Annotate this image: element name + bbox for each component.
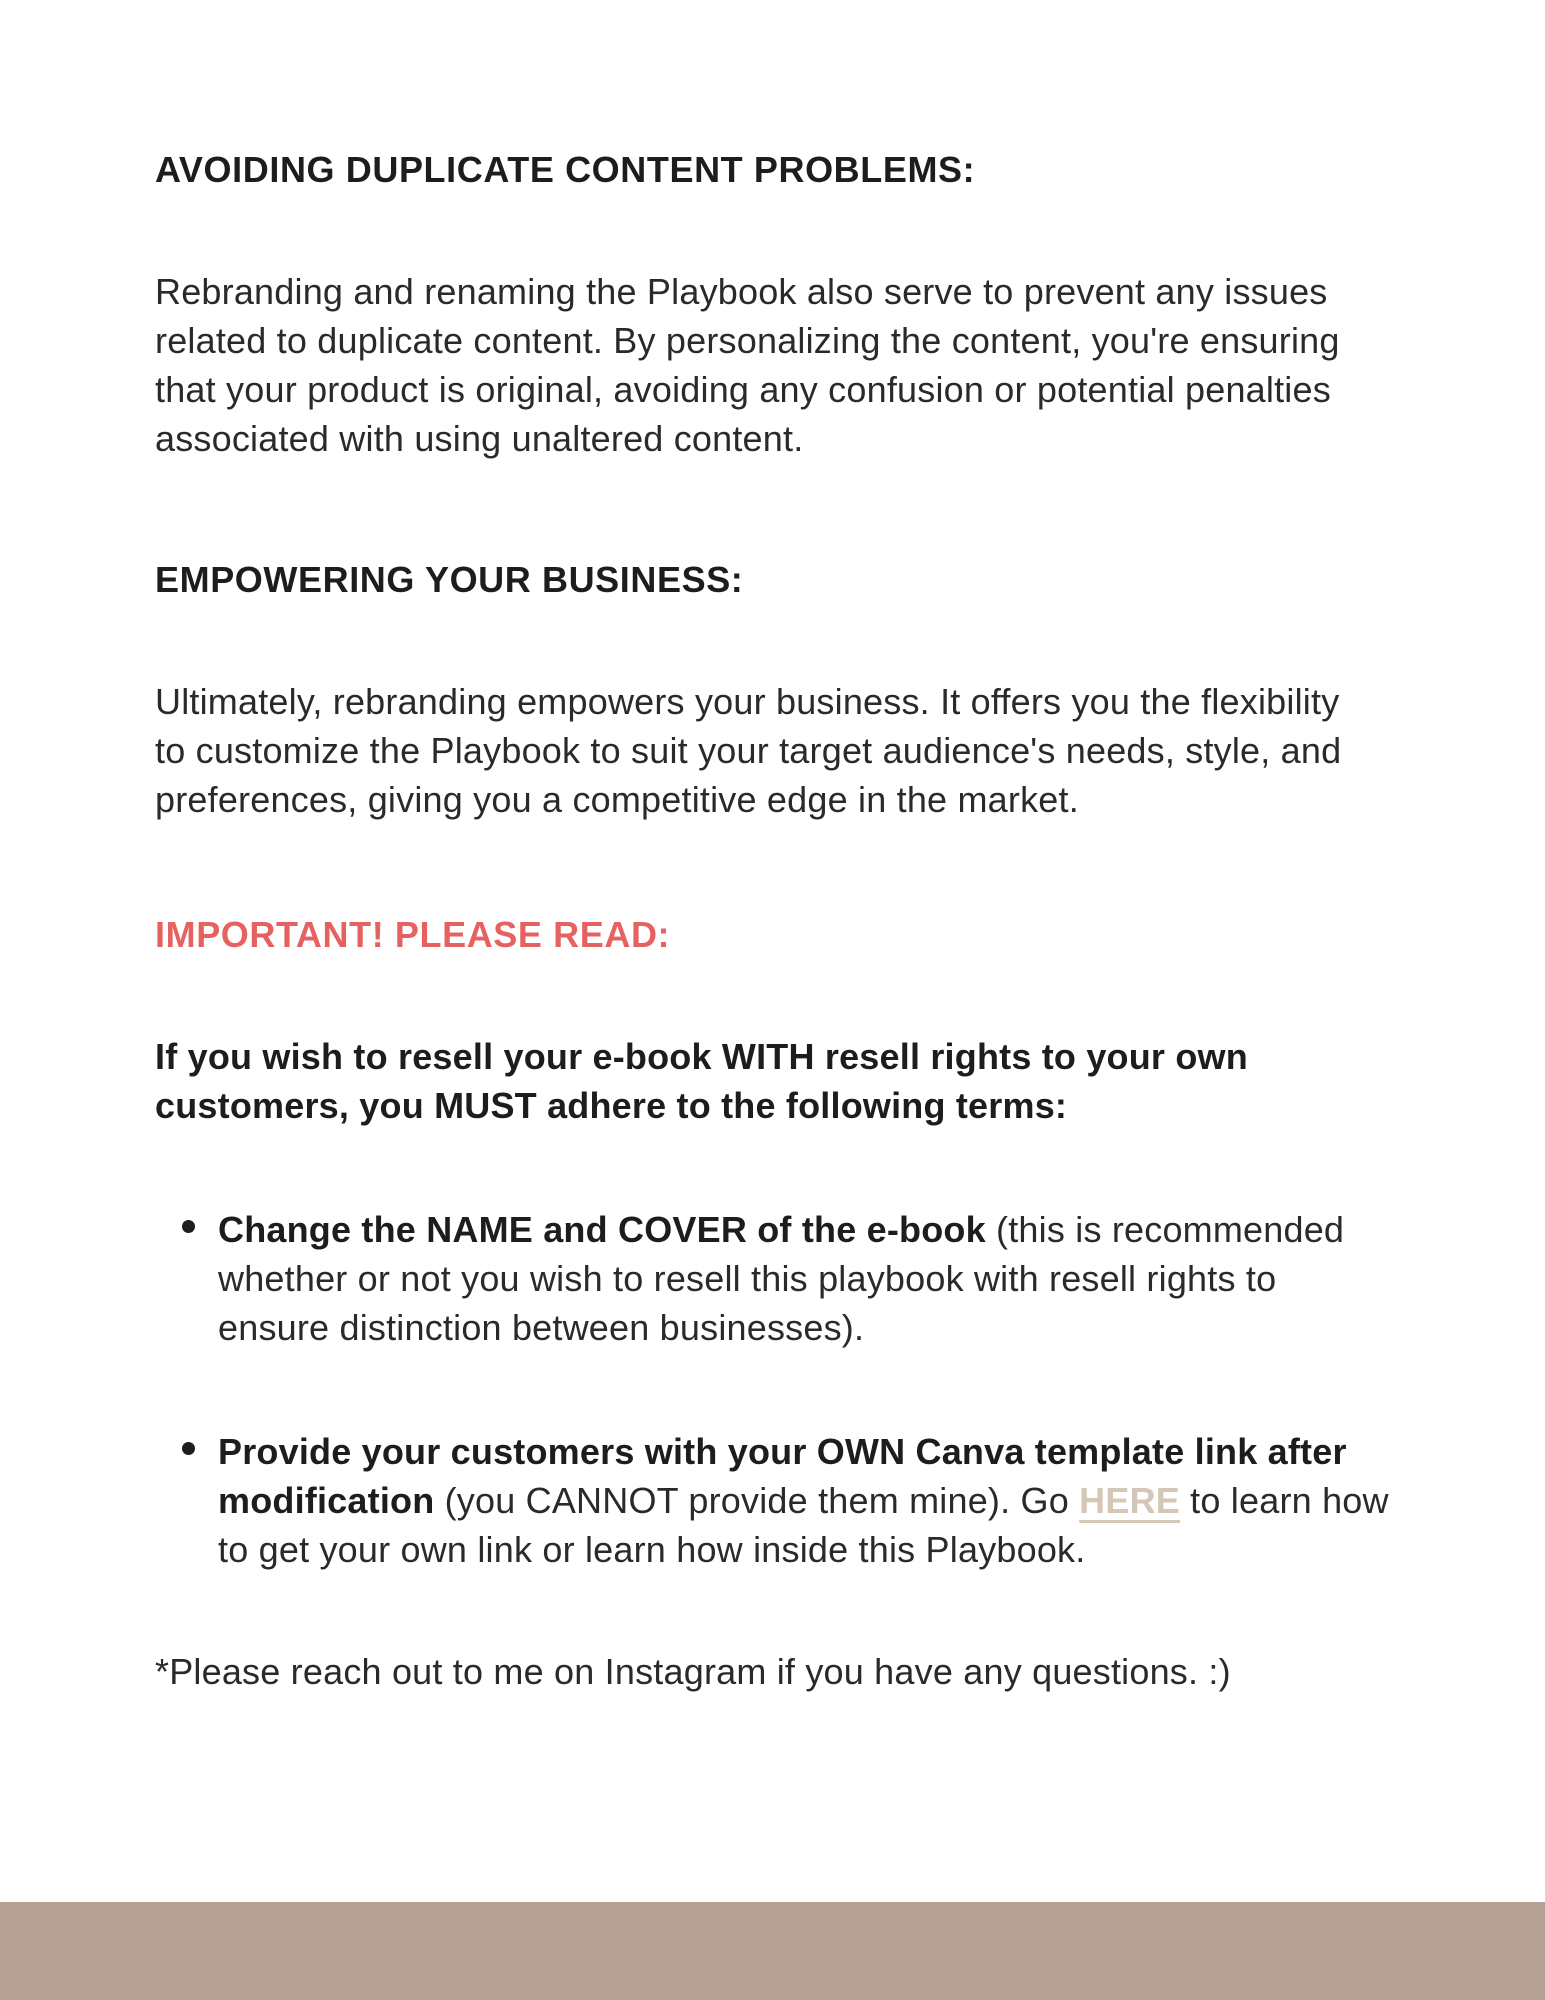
text-segment: Change the NAME and COVER of the e-book bbox=[218, 1209, 986, 1250]
text-line bbox=[155, 145, 1485, 194]
text-line bbox=[218, 1427, 1485, 1476]
text-segment: related to duplicate content. By personalizing the content, you're ensuring bbox=[155, 320, 1340, 361]
here-link[interactable]: HERE bbox=[1079, 1480, 1180, 1521]
text-segment: (this is recommended bbox=[985, 1209, 1345, 1250]
text-line bbox=[155, 775, 1485, 824]
text-segment: associated with using unaltered content. bbox=[155, 418, 804, 459]
important-please-read-heading bbox=[155, 910, 1485, 959]
text-segment: Rebranding and renaming the Playbook also serve to prevent any issues bbox=[155, 271, 1328, 312]
bullet-change-name-and-cover bbox=[155, 1205, 1485, 1352]
text-segment: EMPOWERING YOUR BUSINESS: bbox=[155, 559, 744, 600]
instagram-footnote bbox=[155, 1647, 1485, 1696]
text-segment: preferences, giving you a competitive edge in the market. bbox=[155, 779, 1079, 820]
text-segment: ensure distinction between businesses). bbox=[218, 1307, 865, 1348]
text-line bbox=[155, 726, 1485, 775]
text-line bbox=[218, 1303, 1485, 1352]
text-line bbox=[155, 1647, 1485, 1696]
text-line bbox=[155, 316, 1485, 365]
text-segment: to customize the Playbook to suit your target audience's needs, style, and bbox=[155, 730, 1342, 771]
text-segment: modification bbox=[218, 1480, 435, 1521]
duplicate-content-paragraph bbox=[155, 267, 1485, 463]
text-line bbox=[155, 1081, 1485, 1130]
document-content bbox=[155, 145, 1485, 1696]
text-segment: IMPORTANT! PLEASE READ: bbox=[155, 914, 671, 955]
text-line bbox=[218, 1525, 1485, 1574]
text-line bbox=[218, 1476, 1485, 1525]
bullet-icon bbox=[182, 1220, 195, 1233]
empowering-paragraph bbox=[155, 677, 1485, 824]
text-line bbox=[155, 1032, 1485, 1081]
resell-terms-intro-paragraph bbox=[155, 1032, 1485, 1130]
text-line bbox=[218, 1205, 1485, 1254]
bullet-provide-own-canva-link bbox=[155, 1427, 1485, 1574]
text-segment: to get your own link or learn how inside this Playbook. bbox=[218, 1529, 1086, 1570]
footer-bar bbox=[0, 1902, 1545, 2000]
text-line bbox=[155, 414, 1485, 463]
text-line bbox=[155, 555, 1485, 604]
text-segment: Provide your customers with your OWN Canva template link after bbox=[218, 1431, 1347, 1472]
text-segment: that your product is original, avoiding any confusion or potential penalties bbox=[155, 369, 1331, 410]
text-line bbox=[155, 677, 1485, 726]
text-segment: to learn how bbox=[1179, 1480, 1389, 1521]
text-segment: (you CANNOT provide them mine). Go bbox=[434, 1480, 1080, 1521]
text-segment: customers, you MUST adhere to the following terms: bbox=[155, 1085, 1068, 1126]
text-line bbox=[155, 267, 1485, 316]
bullet-icon bbox=[182, 1442, 195, 1455]
text-segment: *Please reach out to me on Instagram if you have any questions. :) bbox=[155, 1651, 1231, 1692]
avoiding-duplicate-content-heading bbox=[155, 145, 1485, 194]
text-line bbox=[155, 365, 1485, 414]
text-line bbox=[155, 910, 1485, 959]
text-segment: AVOIDING DUPLICATE CONTENT PROBLEMS: bbox=[155, 149, 976, 190]
empowering-your-business-heading bbox=[155, 555, 1485, 604]
text-segment: whether or not you wish to resell this playbook with resell rights to bbox=[218, 1258, 1277, 1299]
text-segment: If you wish to resell your e-book WITH resell rights to your own bbox=[155, 1036, 1248, 1077]
text-segment: Ultimately, rebranding empowers your business. It offers you the flexibility bbox=[155, 681, 1340, 722]
text-line bbox=[218, 1254, 1485, 1303]
